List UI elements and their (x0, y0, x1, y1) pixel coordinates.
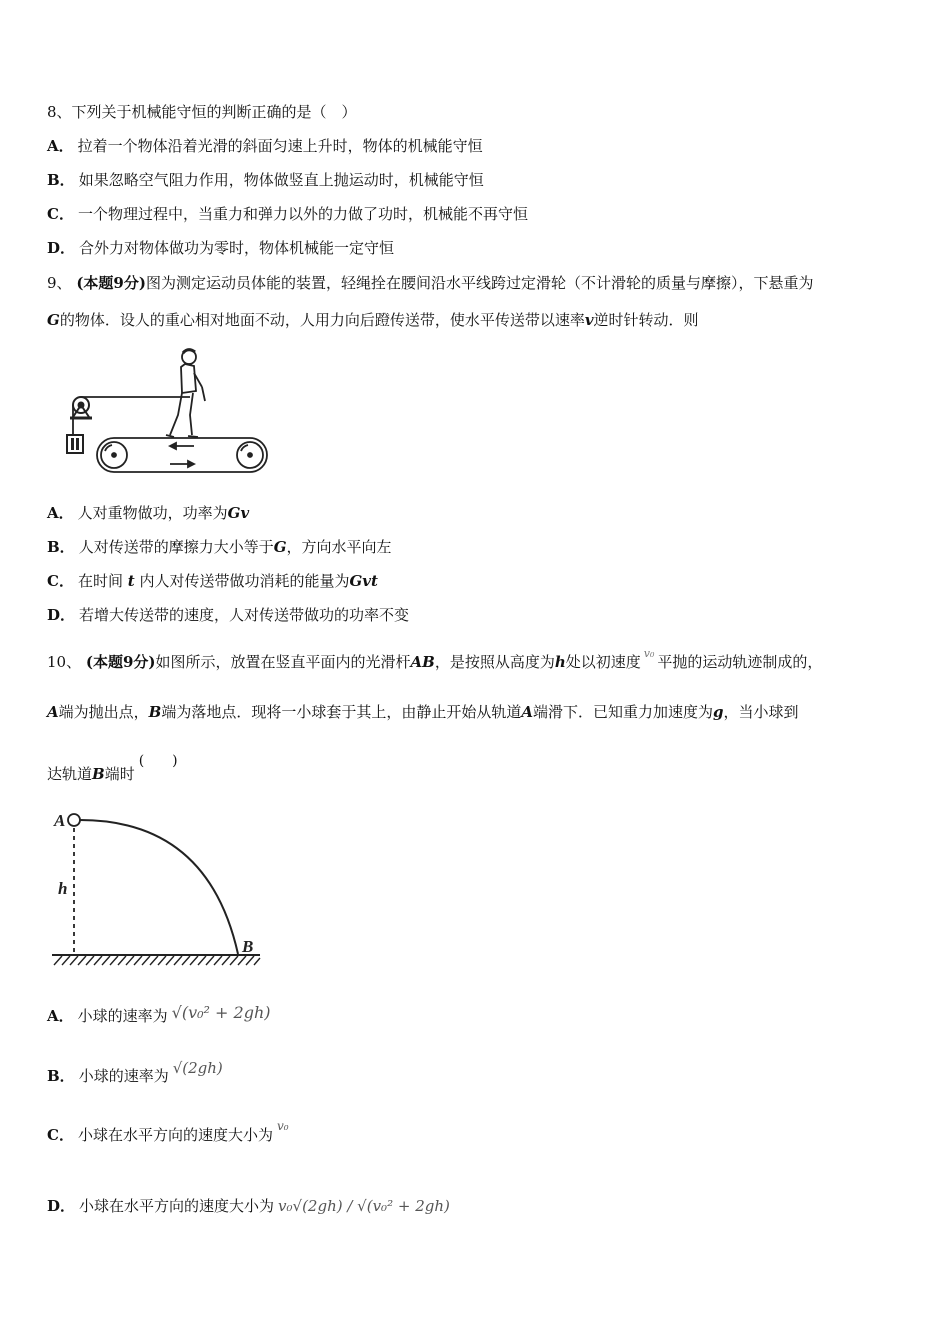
var-A: A (521, 703, 533, 721)
option-text: 小球的速率为 (77, 1007, 168, 1025)
q10-option-c (47, 1119, 289, 1146)
q9-option-d (47, 605, 409, 625)
var-Gvt: Gvt (349, 572, 378, 590)
var-v: v (584, 311, 594, 329)
math-expression: √(v₀² + 2gh) (171, 1003, 271, 1022)
stem-text: 处以初速度 (565, 653, 641, 671)
option-text: 若增大传送带的速度，人对传送带做功的功率不变 (79, 606, 410, 624)
math-expression: v₀ (276, 1119, 289, 1133)
rod-curve (80, 820, 238, 954)
option-text: ，方向水平向左 (286, 538, 392, 556)
q10-trajectory-figure (48, 806, 268, 970)
score-note: (本题9分) (85, 653, 156, 671)
q8-option-a (47, 136, 483, 156)
option-text: 如果忽略空气阻力作用，物体做竖直上抛运动时，机械能守恒 (78, 171, 484, 189)
q9-option-c (47, 571, 378, 591)
option-label: B． (47, 1067, 75, 1085)
stem-text: 端为落地点．现将一小球套于其上，由静止开始从轨道 (161, 703, 522, 721)
q9-option-a (47, 503, 249, 523)
var-G: G (47, 311, 60, 329)
stem-text: 逆时针转动．则 (593, 311, 699, 329)
option-label: D． (47, 239, 76, 257)
q8-option-b (47, 170, 484, 190)
var-Gv: Gv (227, 504, 250, 522)
option-text: 小球的速率为 (78, 1067, 169, 1085)
stem-text: ，当小球到 (723, 703, 799, 721)
option-text: 在时间 (77, 572, 123, 590)
conveyor-belt (97, 438, 267, 472)
var-G: G (273, 538, 287, 556)
var-h: h (554, 653, 566, 671)
option-text: 人对重物做功，功率为 (77, 504, 228, 522)
label-B: B (242, 937, 254, 956)
option-text: 小球在水平方向的速度大小为 (77, 1126, 273, 1144)
option-text: 内人对传送带做功消耗的能量为 (139, 572, 350, 590)
option-label: D． (47, 1197, 76, 1215)
q9-stem-line2 (47, 310, 699, 330)
person-figure (166, 350, 205, 437)
q10-stem-line2 (47, 702, 799, 722)
stem-text: 端时 (104, 765, 135, 783)
q9-option-b (47, 537, 392, 557)
label-A: A (54, 811, 66, 830)
question-number: 9、 (47, 274, 72, 292)
stem-text: 如图所示，放置在竖直平面内的光滑杆 (155, 653, 411, 671)
option-label: B． (47, 171, 75, 189)
option-label: C． (47, 1126, 74, 1144)
var-B: B (92, 765, 105, 783)
q9-stem-line1 (47, 273, 813, 293)
option-text: 一个物理过程中，当重力和弹力以外的力做了功时，机械能不再守恒 (77, 205, 528, 223)
question-number: 10、 (47, 653, 82, 671)
option-label: C． (47, 572, 74, 590)
q8-stem: 8、下列关于机械能守恒的判断正确的是（ ） (47, 103, 357, 121)
label-h: h (58, 879, 68, 898)
var-AB: AB (410, 653, 435, 671)
ball-at-A (68, 814, 80, 826)
q8-option-d (47, 238, 394, 258)
option-text: 小球在水平方向的速度大小为 (79, 1197, 275, 1215)
q10-option-b (47, 1059, 223, 1086)
var-g: g (713, 703, 724, 721)
var-t: t (127, 572, 135, 590)
math-expression: √(2gh) (172, 1059, 223, 1077)
stem-text: ，是按照从高度为 (434, 653, 555, 671)
option-text: 拉着一个物体沿着光滑的斜面匀速上升时，物体的机械能守恒 (77, 137, 483, 155)
option-text: 人对传送带的摩擦力大小等于 (78, 538, 274, 556)
option-label: A． (47, 1007, 74, 1025)
q10-stem-line1 (47, 647, 823, 674)
q9-conveyor-figure (62, 343, 272, 483)
option-label: A． (47, 504, 74, 522)
option-label: C． (47, 205, 74, 223)
stem-text: 的物体．设人的重心相对地面不动，人用力向后蹬传送带，使水平传送带以速率 (59, 311, 585, 329)
option-label: B． (47, 538, 75, 556)
math-expression: v₀√(2gh) / √(v₀² + 2gh) (278, 1197, 450, 1215)
stem-text: 达轨道 (47, 765, 93, 783)
stem-text: 端滑下．已知重力加速度为 (533, 703, 714, 721)
var-v0: v₀ (643, 647, 655, 660)
q10-option-a (47, 1003, 271, 1026)
score-note: (本题9分) (76, 274, 146, 292)
hanging-weight (67, 435, 83, 453)
option-label: D． (47, 606, 76, 624)
ground-hatch (54, 956, 260, 965)
option-label: A． (47, 137, 74, 155)
stem-text: 端为抛出点， (58, 703, 149, 721)
q8-option-c (47, 204, 528, 224)
option-text: 合外力对物体做功为零时，物体机械能一定守恒 (79, 239, 395, 257)
var-B: B (148, 703, 162, 721)
q10-option-d (47, 1196, 450, 1216)
answer-paren: ( ) (138, 753, 178, 769)
var-A: A (47, 703, 59, 721)
stem-text: 平抛的运动轨迹制成的， (657, 653, 823, 671)
q10-stem-line3 (47, 753, 178, 785)
stem-text: 图为测定运动员体能的装置，轻绳拴在腰间沿水平线跨过定滑轮（不计滑轮的质量与摩擦），下悬重为 (145, 274, 814, 292)
